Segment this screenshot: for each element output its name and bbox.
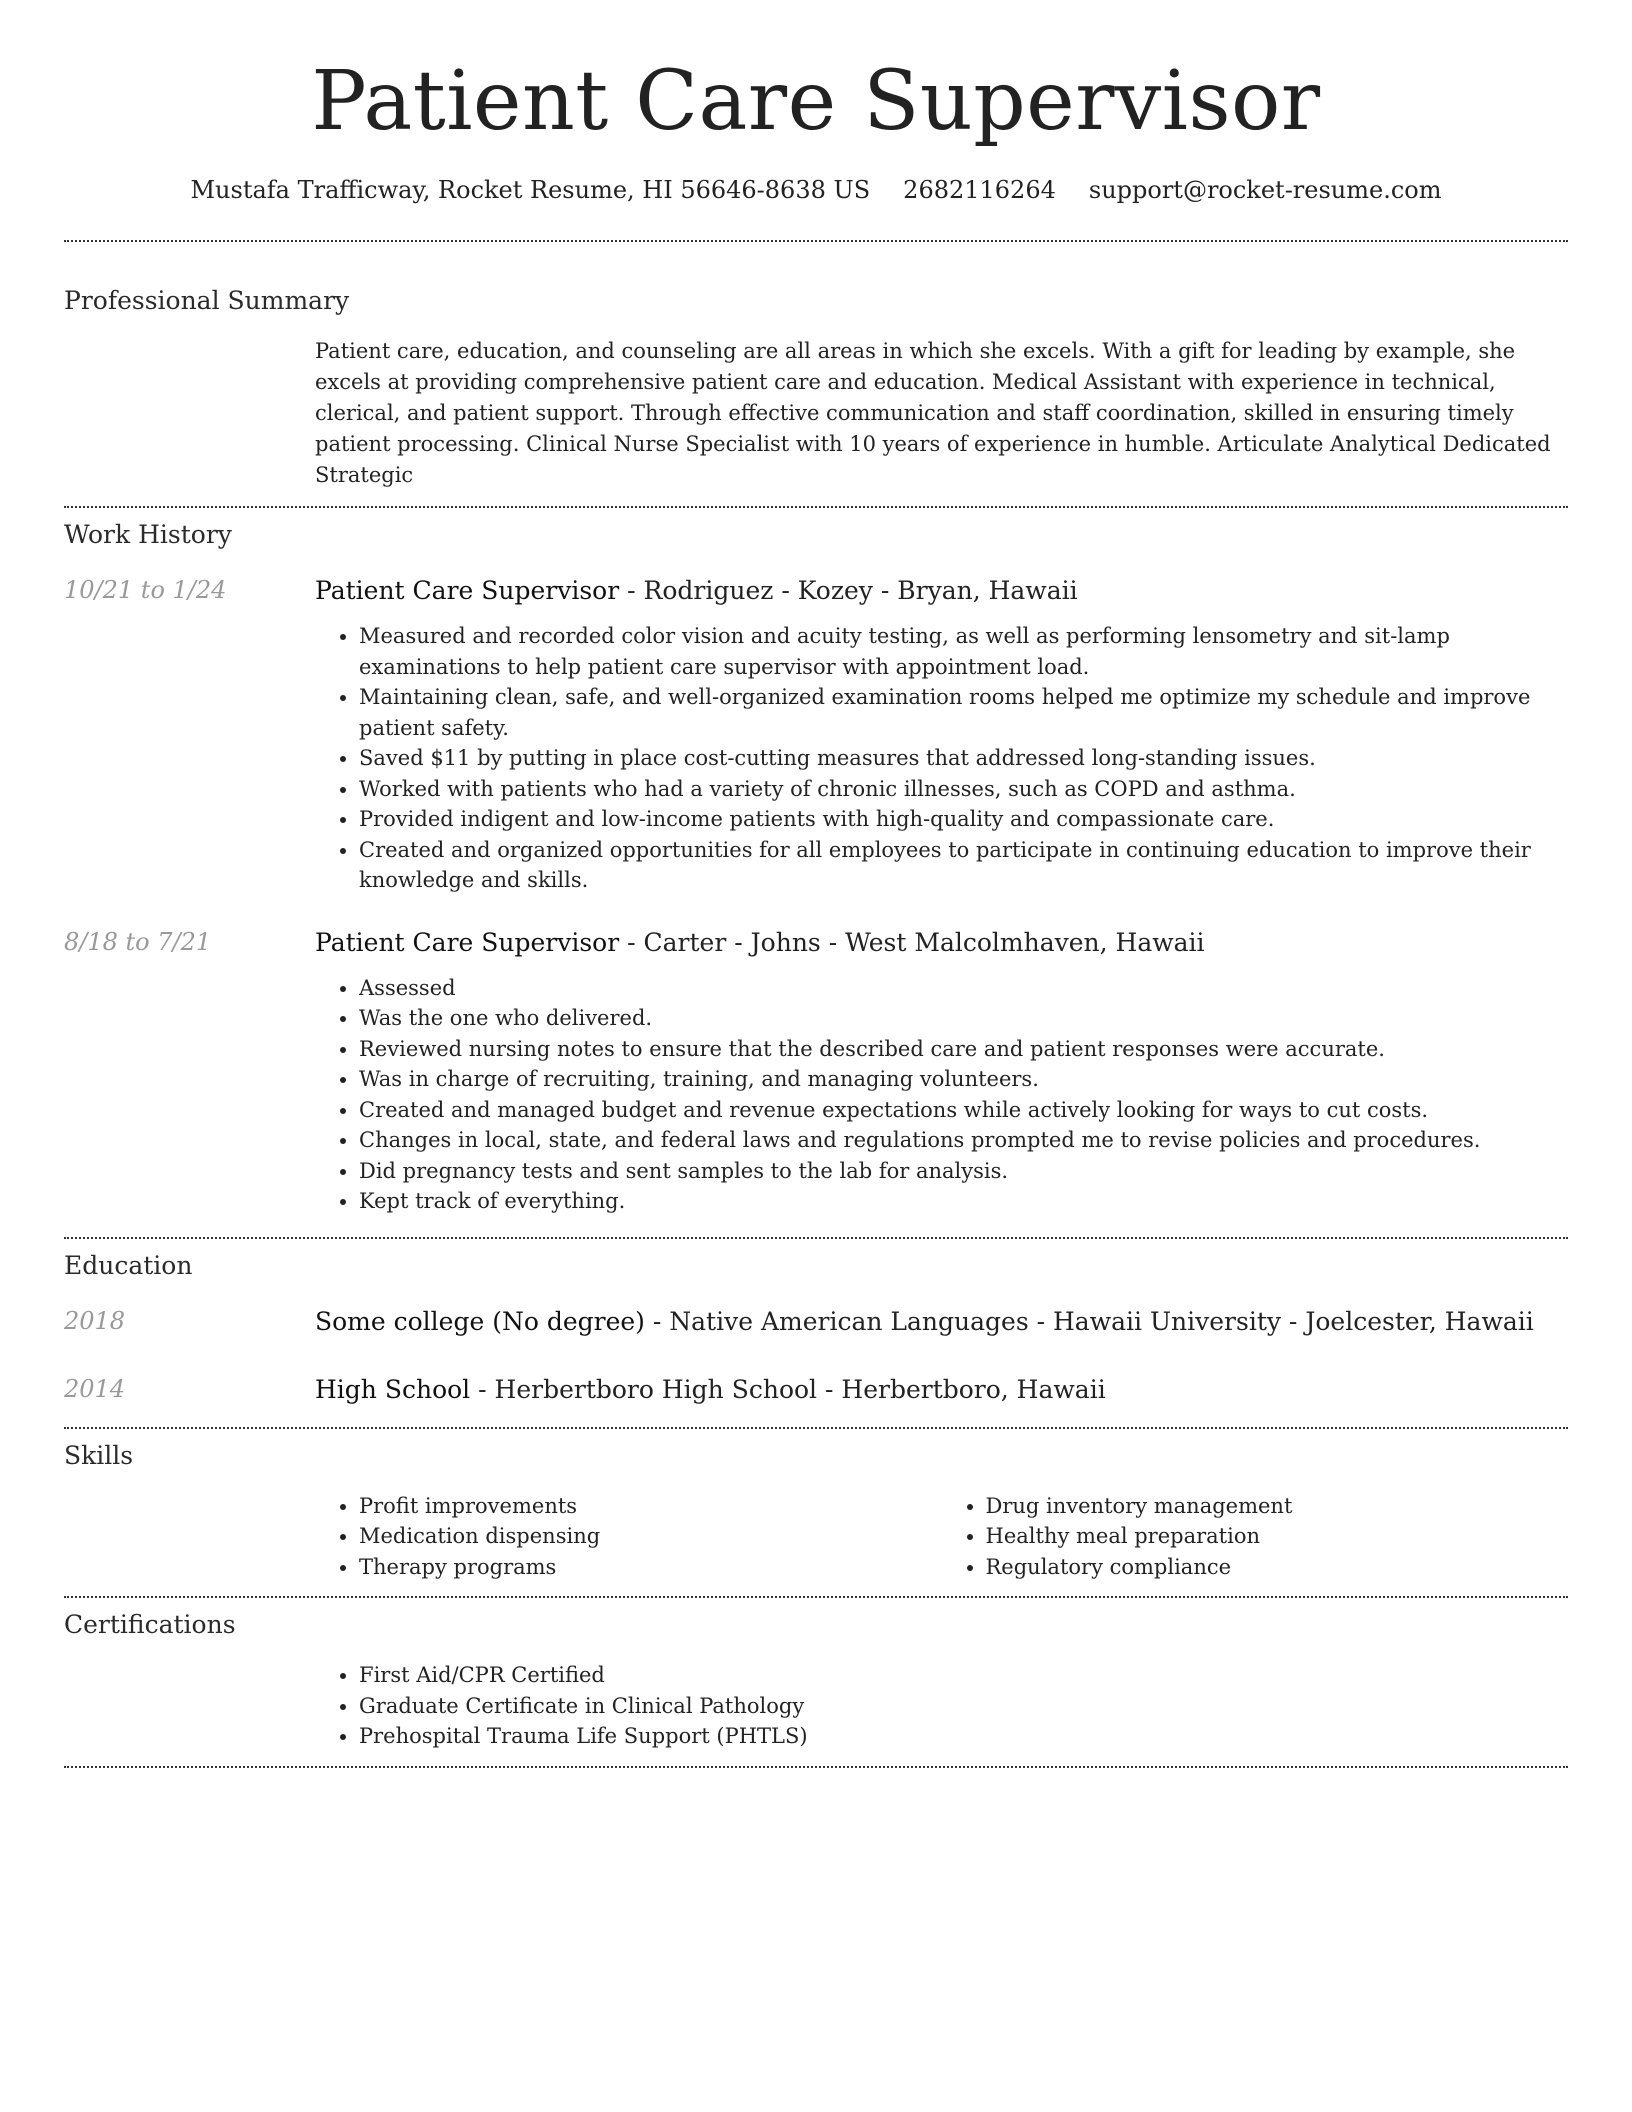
- list-item: • Did pregnancy tests and sent samples to the lab for analysis.: [359, 1156, 1568, 1187]
- list-item: • Graduate Certificate in Clinical Pathology: [359, 1691, 1568, 1722]
- education-heading: Education: [64, 1250, 193, 1280]
- contact-line: [64, 174, 1568, 206]
- divider: [64, 1766, 1568, 1768]
- list-item: • First Aid/CPR Certified: [359, 1660, 1568, 1691]
- list-item: • Kept track of everything.: [359, 1186, 1568, 1217]
- job-bullets: [315, 973, 1568, 1217]
- education-entry: [64, 1373, 1568, 1407]
- education-details: - Native American Languages - Hawaii University - Joelcester, Hawaii: [644, 1306, 1534, 1336]
- list-item: • Prehospital Trauma Life Support (PHTLS): [359, 1721, 1568, 1752]
- education-section: [64, 1239, 1568, 1407]
- list-item: • Changes in local, state, and federal laws and regulations prompted me to revise policies and procedures.: [359, 1125, 1568, 1156]
- page-title: Patient Care Supervisor: [311, 54, 1321, 149]
- list-item: • Worked with patients who had a variety of chronic illnesses, such as COPD and asthma.: [359, 774, 1568, 805]
- list-item: • Saved $11 by putting in place cost-cutting measures that addressed long-standing issues.: [359, 743, 1568, 774]
- job-role: Patient Care Supervisor: [315, 927, 620, 957]
- education-year: 2018: [64, 1306, 126, 1335]
- phone-text: 2682116264: [903, 176, 1056, 204]
- job-title: [315, 574, 1568, 608]
- list-item: • Healthy meal preparation: [986, 1521, 1569, 1552]
- skills-column: [315, 1491, 942, 1583]
- skills-grid: [315, 1491, 1568, 1583]
- list-item: • Provided indigent and low-income patients with high-quality and compassionate care.: [359, 804, 1568, 835]
- job-entry: [64, 926, 1568, 1217]
- list-item: • Was in charge of recruiting, training, and managing volunteers.: [359, 1064, 1568, 1095]
- job-title: [315, 926, 1568, 960]
- education-degree: Some college (No degree): [315, 1306, 645, 1336]
- list-item: • Created and organized opportunities for all employees to participate in continuing education to improve their knowledge and skills.: [359, 835, 1568, 896]
- education-details: - Herbertboro High School - Herbertboro, Hawaii: [470, 1374, 1106, 1404]
- email-text: support@rocket-resume.com: [1088, 176, 1442, 204]
- list-item: • Regulatory compliance: [986, 1552, 1569, 1583]
- certifications-heading: Certifications: [64, 1610, 236, 1639]
- work-section: [64, 508, 1568, 1217]
- list-item: • Assessed: [359, 973, 1568, 1004]
- address-text: Mustafa Trafficway, Rocket Resume, HI 56646-8638 US: [190, 176, 871, 204]
- job-entry: [64, 574, 1568, 896]
- summary-section: [64, 242, 1568, 491]
- list-item: • Reviewed nursing notes to ensure that the described care and patient responses were accurate.: [359, 1034, 1568, 1065]
- education-year: 2014: [64, 1374, 126, 1403]
- list-item: • Drug inventory management: [986, 1491, 1569, 1522]
- certifications-list: [315, 1660, 1568, 1752]
- resume-page: [64, 0, 1568, 1768]
- list-item: • Therapy programs: [359, 1552, 942, 1583]
- job-role: Patient Care Supervisor: [315, 576, 620, 605]
- education-entry: [64, 1305, 1568, 1339]
- job-dates: 10/21 to 1/24: [64, 576, 227, 604]
- list-item: • Created and managed budget and revenue expectations while actively looking for ways to cut costs.: [359, 1095, 1568, 1126]
- list-item: • Maintaining clean, safe, and well-organized examination rooms helped me optimize my schedule and improve patient safety.: [359, 682, 1568, 743]
- education-degree: High School: [315, 1374, 471, 1404]
- job-details: - Carter - Johns - West Malcolmhaven, Hawaii: [619, 927, 1205, 957]
- job-dates: 8/18 to 7/21: [64, 927, 212, 956]
- skills-column: [942, 1491, 1569, 1583]
- job-details: - Rodriguez - Kozey - Bryan, Hawaii: [619, 576, 1078, 605]
- work-heading: Work History: [64, 520, 232, 549]
- summary-heading: Professional Summary: [64, 286, 350, 315]
- list-item: • Medication dispensing: [359, 1521, 942, 1552]
- summary-text: Patient care, education, and counseling are all areas in which she excels. With a gift for leading by example, she excels at providing comprehensive patient care and education. Medical Assistant with experience in technical, clerical, and patient support. Through effective communication and staff coordination, skilled in ensuring timely patient processing. Clinical Nurse Specialist with 10 years of experience in humble. Articulate Analytical Dedicated Strategic: [315, 339, 1551, 487]
- certifications-section: [64, 1598, 1568, 1752]
- job-bullets: [315, 621, 1568, 896]
- list-item: • Was the one who delivered.: [359, 1003, 1568, 1034]
- list-item: • Profit improvements: [359, 1491, 942, 1522]
- list-item: • Measured and recorded color vision and acuity testing, as well as performing lensometry and sit-lamp examinations to help patient care supervisor with appointment load.: [359, 621, 1568, 682]
- skills-heading: Skills: [64, 1440, 134, 1470]
- skills-section: [64, 1429, 1568, 1583]
